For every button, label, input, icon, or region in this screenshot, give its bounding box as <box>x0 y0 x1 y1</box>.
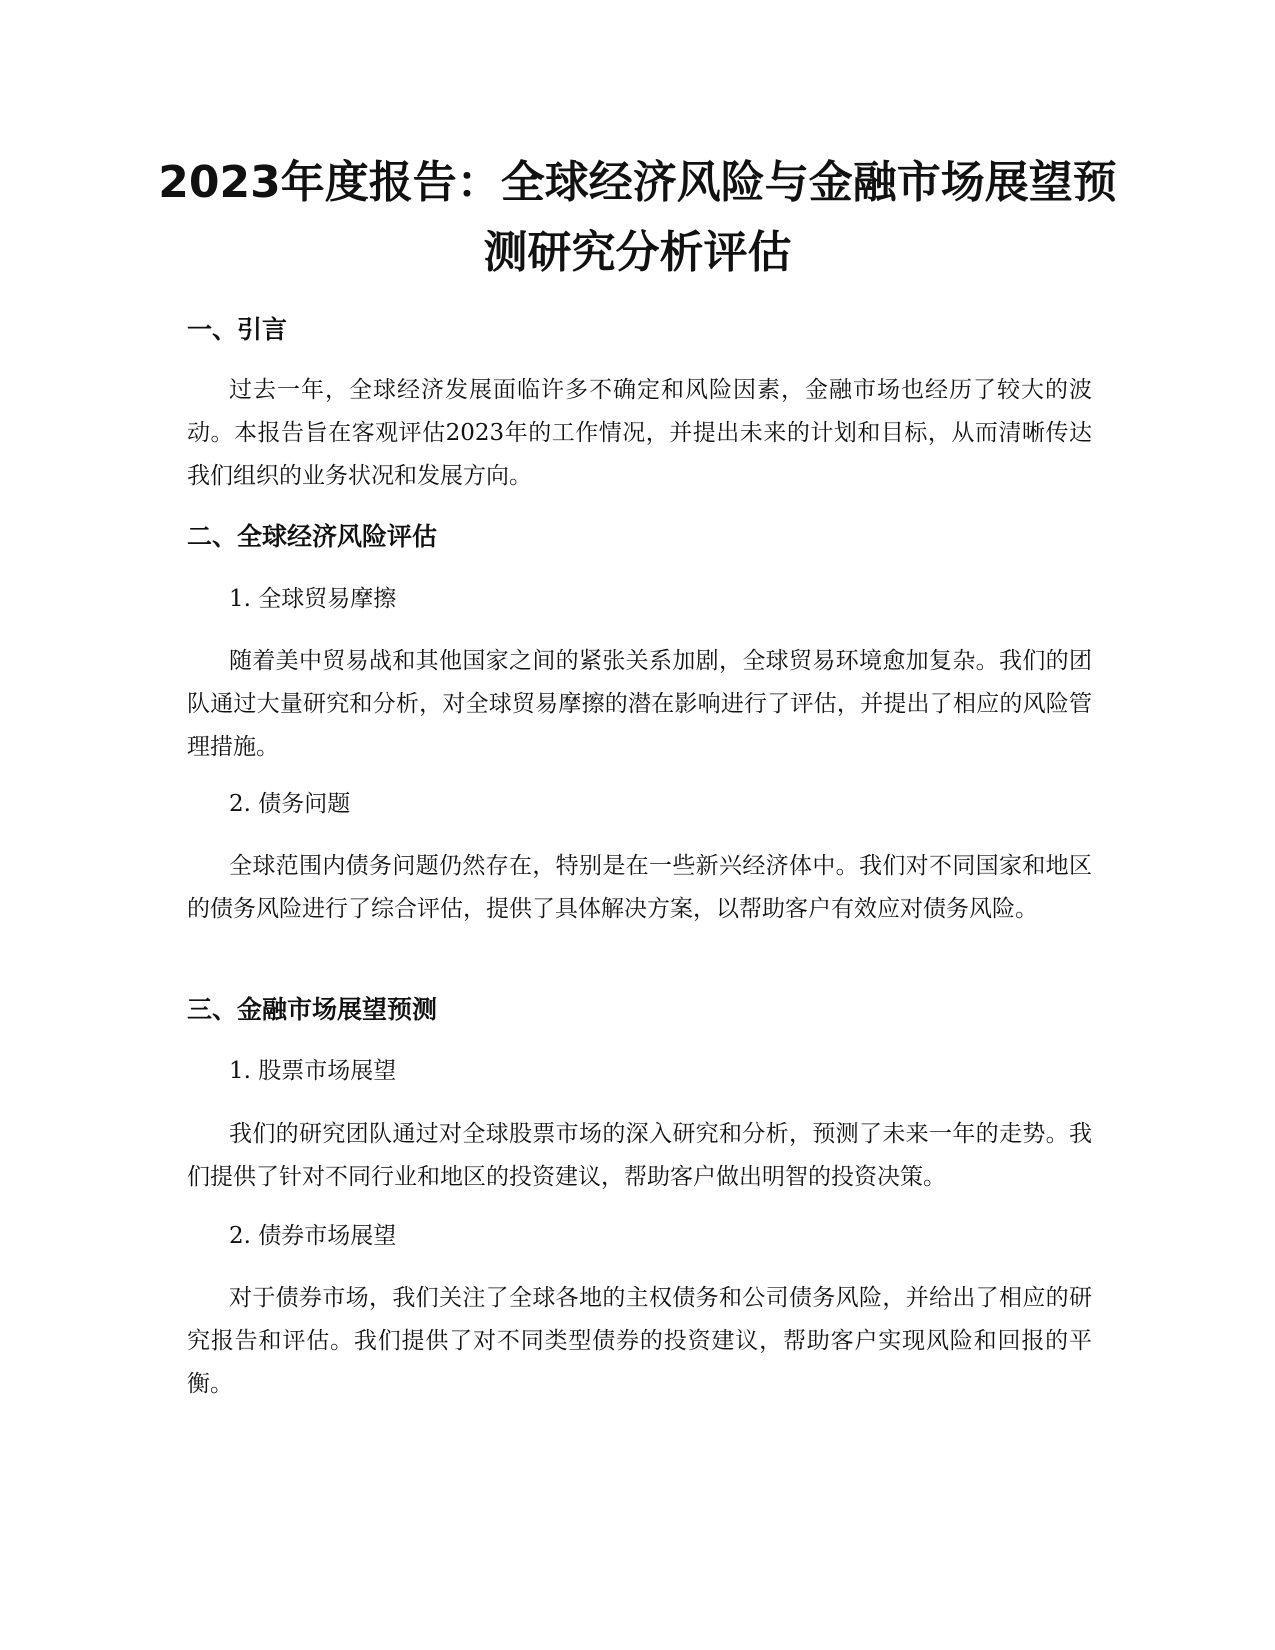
section-heading-market-outlook: 三、金融市场展望预测 <box>187 995 438 1024</box>
subsection-trade-friction: 1. 全球贸易摩擦 <box>229 586 397 612</box>
document-title: 2023年度报告：全球经济风险与金融市场展望预测研究分析评估 <box>158 157 1117 278</box>
subsection-bond-market: 2. 债券市场展望 <box>229 1223 397 1249</box>
debt-issues-paragraph: 全球范围内债务问题仍然存在，特别是在一些新兴经济体中。我们对不同国家和地区的债务风险进行了综合评估，提供了具体解决方案，以帮助客户有效应对债务风险。 <box>187 853 1092 922</box>
section-heading-introduction: 一、引言 <box>187 315 288 344</box>
subsection-debt-issues: 2. 债务问题 <box>229 791 351 817</box>
stock-market-paragraph: 我们的研究团队通过对全球股票市场的深入研究和分析，预测了未来一年的走势。我们提供了针对不同行业和地区的投资建议，帮助客户做出明智的投资决策。 <box>187 1121 1092 1190</box>
subsection-stock-market: 1. 股票市场展望 <box>229 1058 397 1084</box>
trade-friction-paragraph: 随着美中贸易战和其他国家之间的紧张关系加剧，全球贸易环境愈加复杂。我们的团队通过大量研究和分析，对全球贸易摩擦的潜在影响进行了评估，并提出了相应的风险管理措施。 <box>187 648 1092 760</box>
bond-market-paragraph: 对于债券市场，我们关注了全球各地的主权债务和公司债务风险，并给出了相应的研究报告和评估。我们提供了对不同类型债券的投资建议，帮助客户实现风险和回报的平衡。 <box>187 1285 1092 1397</box>
introduction-paragraph: 过去一年，全球经济发展面临许多不确定和风险因素，金融市场也经历了较大的波动。本报告旨在客观评估2023年的工作情况，并提出未来的计划和目标，从而清晰传达我们组织的业务状况和发展方向。 <box>187 377 1092 489</box>
section-heading-economic-risk: 二、全球经济风险评估 <box>187 522 438 551</box>
